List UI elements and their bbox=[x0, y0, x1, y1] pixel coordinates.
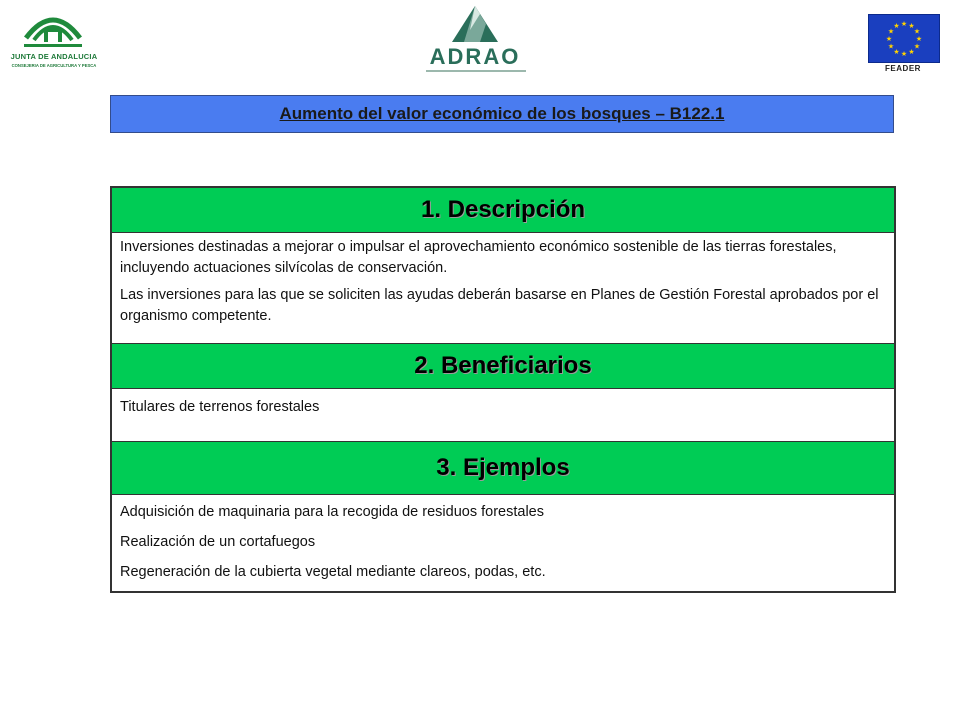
eu-star-icon: ★ bbox=[913, 43, 921, 51]
content-table bbox=[110, 186, 896, 593]
eu-star-icon: ★ bbox=[908, 23, 915, 30]
eu-star-icon: ★ bbox=[908, 49, 915, 56]
eu-star-icon: ★ bbox=[885, 36, 893, 43]
section-body-ejemplos bbox=[112, 495, 894, 591]
eu-star-icon: ★ bbox=[893, 49, 900, 56]
description-paragraph: Las inversiones para las que se soliciten las ayudas deberán basarse en Planes de Gestión Forestal aprobados por el organismo competente. bbox=[120, 287, 879, 324]
junta-department: CONSEJERIA DE AGRICULTURA Y PESCA bbox=[11, 63, 97, 68]
junta-emblem-icon bbox=[22, 8, 84, 50]
example-item: Adquisición de maquinaria para la recogida de residuos forestales bbox=[120, 504, 544, 520]
section-heading: 2. Beneficiarios bbox=[414, 352, 592, 379]
eu-star-icon: ★ bbox=[887, 43, 895, 51]
eu-star-icon: ★ bbox=[913, 28, 921, 36]
section-header-ejemplos bbox=[112, 441, 894, 495]
section-header-descripcion bbox=[112, 188, 894, 233]
page-title: Aumento del valor económico de los bosques – B122.1 bbox=[279, 104, 725, 123]
adrao-logo bbox=[420, 4, 550, 74]
section-body-beneficiarios bbox=[112, 389, 894, 441]
section-heading: 3. Ejemplos bbox=[436, 454, 570, 481]
eu-star-icon: ★ bbox=[900, 21, 908, 28]
eu-star-icon: ★ bbox=[915, 36, 923, 43]
junta-name: JUNTA DE ANDALUCIA bbox=[10, 52, 98, 61]
eu-flag-icon bbox=[868, 14, 940, 63]
feader-label: FEADER bbox=[885, 64, 921, 73]
eu-star-icon: ★ bbox=[893, 23, 900, 30]
section-header-beneficiarios bbox=[112, 343, 894, 389]
page-title-box bbox=[110, 95, 894, 133]
adrao-wordmark: ADRAO bbox=[429, 44, 521, 69]
beneficiaries-text: Titulares de terrenos forestales bbox=[120, 399, 320, 415]
example-item: Realización de un cortafuegos bbox=[120, 534, 316, 550]
section-body-descripcion bbox=[112, 233, 894, 343]
eu-star-icon: ★ bbox=[887, 28, 895, 36]
eu-stars-icon bbox=[869, 15, 939, 62]
description-paragraph: Inversiones destinadas a mejorar o impulsar el aprovechamiento económico sostenible de las tierras forestales, incluyendo actuaciones silvícolas de conservación. bbox=[120, 239, 837, 276]
adrao-mountain-icon bbox=[450, 4, 500, 44]
junta-andalucia-logo bbox=[8, 8, 98, 72]
eu-feader-logo bbox=[868, 14, 938, 78]
eu-star-icon: ★ bbox=[900, 51, 908, 58]
section-heading: 1. Descripción bbox=[420, 196, 586, 223]
example-item: Regeneración de la cubierta vegetal mediante clareos, podas, etc. bbox=[120, 564, 546, 580]
adrao-subline bbox=[426, 70, 526, 72]
